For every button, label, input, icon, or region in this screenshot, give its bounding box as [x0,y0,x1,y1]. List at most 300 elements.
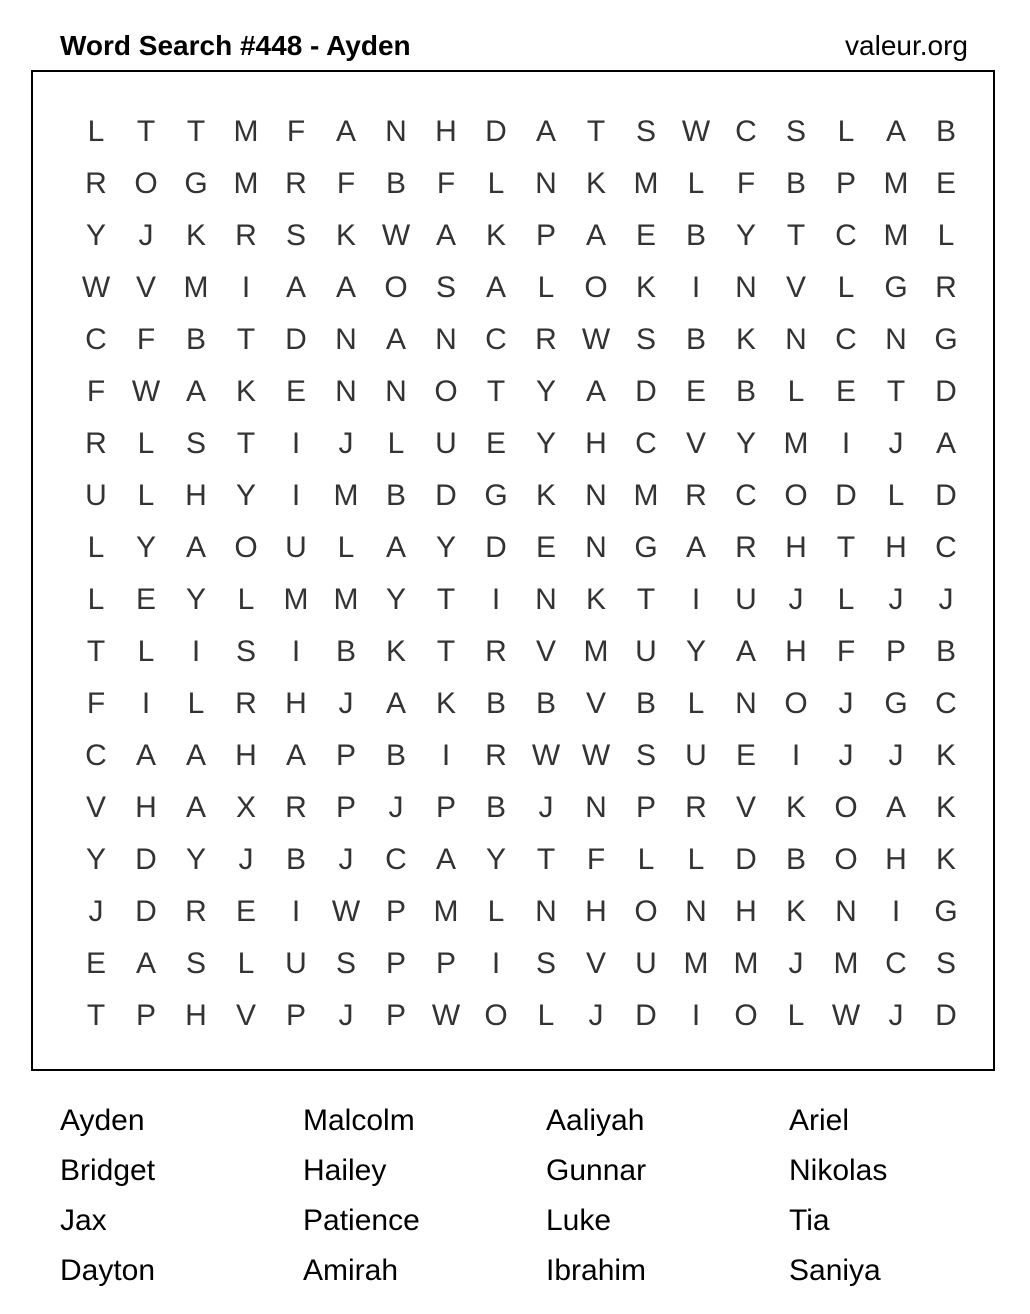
grid-letter: Y [185,583,206,616]
grid-letter: J [888,739,904,772]
grid-letter: K [735,323,756,356]
grid-letter: L [837,271,855,304]
grid-letter: Y [135,531,156,564]
grid-letter: P [535,219,556,252]
grid-letter: K [585,167,606,200]
grid-letter: V [85,791,106,824]
grid-letter: N [585,479,607,512]
grid-letter: U [635,635,657,668]
grid-letter: N [335,323,357,356]
puzzle-frame [31,70,995,1071]
grid-letter: H [885,843,907,876]
grid-letter: A [185,531,206,564]
site-name: valeur.org [845,30,968,61]
grid-letter: I [441,739,451,772]
grid-letter: V [685,427,706,460]
grid-letter: L [337,531,355,564]
grid-letter: L [537,271,555,304]
grid-letter: G [884,271,908,304]
grid-letter: Y [85,843,106,876]
grid-letter: B [635,687,656,720]
grid-letter: C [735,479,757,512]
grid-letter: P [835,167,856,200]
grid-letter: N [335,375,357,408]
grid-letter: E [85,947,106,980]
grid-letter: S [935,947,956,980]
grid-letter: D [285,323,307,356]
grid-letter: M [683,947,709,980]
grid-letter: N [785,323,807,356]
grid-letter: H [735,895,757,928]
grid-letter: D [635,375,657,408]
grid-letter: P [435,791,456,824]
grid-letter: D [135,843,157,876]
word-list-item: Dayton [60,1254,156,1287]
grid-letter: U [635,947,657,980]
grid-letter: K [435,687,456,720]
grid-letter: A [285,739,306,772]
grid-letter: I [491,583,501,616]
grid-letter: S [185,947,206,980]
grid-letter: U [735,583,757,616]
grid-letter: B [935,635,956,668]
grid-letter: B [535,687,556,720]
grid-letter: L [787,999,805,1032]
grid-letter: M [833,947,859,980]
grid-letter: M [633,479,659,512]
grid-letter: N [535,583,557,616]
grid-letter: L [87,531,105,564]
grid-letter: J [338,427,354,460]
grid-letter: B [685,323,706,356]
grid-letter: G [484,479,508,512]
puzzle-title: Word Search #448 - Ayden [60,30,411,61]
grid-letter: R [935,271,957,304]
grid-letter: N [435,323,457,356]
grid-letter: M [333,583,359,616]
grid-letter: J [838,687,854,720]
grid-letter: K [635,271,656,304]
grid-letter: C [85,323,107,356]
grid-letter: Y [435,531,456,564]
grid-letter: H [585,427,607,460]
grid-letter: B [385,167,406,200]
grid-letter: C [85,739,107,772]
word-list-item: Ariel [789,1104,850,1137]
grid-letter: G [884,687,908,720]
grid-letter: D [935,999,957,1032]
grid-letter: M [233,115,259,148]
grid-letter: N [735,271,757,304]
grid-letter: W [431,999,461,1032]
grid-letter: S [235,635,256,668]
grid-letter: I [691,999,701,1032]
grid-letter: A [335,271,356,304]
grid-letter: P [435,947,456,980]
grid-letter: L [387,427,405,460]
grid-letter: H [185,999,207,1032]
grid-letter: A [435,219,456,252]
grid-letter: T [236,323,256,356]
grid-letter: J [538,791,554,824]
grid-letter: J [938,583,954,616]
grid-letter: A [385,531,406,564]
grid-letter: N [385,375,407,408]
grid-letter: M [883,167,909,200]
grid-letter: P [335,791,356,824]
grid-letter: B [485,791,506,824]
grid-letter: B [285,843,306,876]
grid-letter: O [384,271,408,304]
grid-letter: V [785,271,806,304]
grid-letter: O [134,167,158,200]
grid-letter: J [338,687,354,720]
grid-letter: L [837,583,855,616]
grid-letter: K [935,843,956,876]
grid-letter: R [685,479,707,512]
grid-letter: Y [535,427,556,460]
grid-letter: V [135,271,156,304]
grid-letter: X [235,791,256,824]
grid-letter: C [385,843,407,876]
grid-letter: E [835,375,856,408]
grid-letter: P [385,947,406,980]
grid-letter: J [888,583,904,616]
grid-letter: P [285,999,306,1032]
grid-letter: A [185,739,206,772]
grid-letter: M [333,479,359,512]
word-list-item: Patience [303,1204,420,1237]
grid-letter: O [784,479,808,512]
grid-letter: I [841,427,851,460]
grid-letter: E [135,583,156,616]
grid-letter: H [185,479,207,512]
grid-letter: T [836,531,856,564]
grid-letter: W [831,999,861,1032]
word-list-item: Ibrahim [546,1254,647,1287]
grid-letter: V [535,635,556,668]
grid-letter: A [385,687,406,720]
grid-letter: L [787,375,805,408]
word-list-item: Tia [789,1204,830,1237]
grid-letter: U [285,531,307,564]
grid-letter: E [485,427,506,460]
grid-letter: P [385,999,406,1032]
grid-letter: C [735,115,757,148]
word-list-item: Saniya [789,1254,881,1287]
grid-letter: B [685,219,706,252]
grid-letter: I [291,427,301,460]
grid-letter: G [634,531,658,564]
grid-letter: F [86,687,106,720]
grid-letter: J [888,999,904,1032]
grid-letter: S [635,739,656,772]
grid-letter: R [235,687,257,720]
grid-letter: R [185,895,207,928]
grid-letter: B [785,843,806,876]
grid-letter: O [234,531,258,564]
grid-letter: K [385,635,406,668]
grid-letter: C [935,687,957,720]
grid-letter: F [836,635,856,668]
grid-letter: K [785,895,806,928]
grid-letter: N [685,895,707,928]
word-list-item: Gunnar [546,1154,647,1187]
grid-letter: P [335,739,356,772]
grid-letter: W [681,115,711,148]
grid-letter: J [588,999,604,1032]
grid-letter: R [535,323,557,356]
grid-letter: B [485,687,506,720]
grid-letter: C [935,531,957,564]
grid-letter: W [381,219,411,252]
grid-letter: F [136,323,156,356]
grid-letter: L [487,895,505,928]
grid-letter: M [433,895,459,928]
grid-letter: K [185,219,206,252]
grid-letter: E [935,167,956,200]
grid-letter: F [736,167,756,200]
grid-letter: D [435,479,457,512]
word-list-item: Luke [546,1204,612,1237]
grid-letter: T [186,115,206,148]
grid-letter: T [786,219,806,252]
grid-letter: A [135,739,156,772]
grid-letter: K [335,219,356,252]
grid-letter: H [235,739,257,772]
grid-letter: Y [735,427,756,460]
grid-letter: E [535,531,556,564]
grid-letter: R [735,531,757,564]
grid-letter: W [81,271,111,304]
grid-letter: H [785,635,807,668]
grid-letter: A [335,115,356,148]
grid-letter: N [585,791,607,824]
grid-letter: H [135,791,157,824]
grid-letter: I [241,271,251,304]
grid-letter: L [87,583,105,616]
grid-letter: M [183,271,209,304]
grid-letter: I [291,895,301,928]
grid-letter: N [535,167,557,200]
grid-letter: M [583,635,609,668]
grid-letter: A [735,635,756,668]
grid-letter: C [835,219,857,252]
grid-letter: R [85,167,107,200]
grid-letter: T [436,635,456,668]
grid-letter: K [785,791,806,824]
grid-letter: B [385,479,406,512]
grid-letter: R [285,167,307,200]
grid-letter: E [635,219,656,252]
grid-letter: S [435,271,456,304]
grid-letter: U [435,427,457,460]
grid-letter: Y [685,635,706,668]
grid-letter: O [634,895,658,928]
grid-letter: T [136,115,156,148]
grid-letter: J [338,999,354,1032]
word-list-item: Aaliyah [546,1104,645,1137]
grid-letter: L [687,687,705,720]
grid-letter: I [491,947,501,980]
grid-letter: S [335,947,356,980]
grid-letter: P [135,999,156,1032]
grid-letter: T [636,583,656,616]
grid-letter: A [885,115,906,148]
grid-letter: L [187,687,205,720]
grid-letter: B [735,375,756,408]
letter-grid [71,106,971,1042]
grid-letter: E [735,739,756,772]
grid-letter: L [687,167,705,200]
grid-letter: W [581,739,611,772]
grid-letter: L [837,115,855,148]
grid-letter: V [585,687,606,720]
grid-letter: L [637,843,655,876]
grid-letter: N [385,115,407,148]
grid-letter: F [586,843,606,876]
grid-letter: M [633,167,659,200]
grid-letter: I [791,739,801,772]
grid-letter: C [885,947,907,980]
grid-letter: K [235,375,256,408]
grid-letter: K [935,739,956,772]
grid-letter: W [581,323,611,356]
grid-letter: T [236,427,256,460]
grid-letter: L [237,947,255,980]
grid-letter: L [137,479,155,512]
grid-letter: V [585,947,606,980]
grid-letter: A [535,115,556,148]
grid-letter: Y [185,843,206,876]
grid-letter: T [586,115,606,148]
word-list-item: Malcolm [303,1104,415,1137]
grid-letter: F [286,115,306,148]
grid-letter: A [435,843,456,876]
grid-letter: L [687,843,705,876]
grid-letter: C [485,323,507,356]
word-list-item: Bridget [60,1154,156,1187]
grid-letter: N [835,895,857,928]
grid-letter: F [436,167,456,200]
grid-letter: H [585,895,607,928]
grid-letter: E [685,375,706,408]
grid-letter: W [131,375,161,408]
grid-letter: M [233,167,259,200]
grid-letter: V [235,999,256,1032]
grid-letter: W [531,739,561,772]
grid-letter: O [784,687,808,720]
grid-letter: L [537,999,555,1032]
grid-letter: E [285,375,306,408]
grid-letter: N [535,895,557,928]
grid-letter: F [86,375,106,408]
grid-letter: I [691,271,701,304]
word-list-item: Hailey [303,1154,387,1187]
grid-letter: Y [385,583,406,616]
grid-letter: I [141,687,151,720]
grid-letter: B [335,635,356,668]
word-list [60,1096,989,1296]
grid-letter: L [237,583,255,616]
grid-letter: M [883,219,909,252]
grid-letter: O [484,999,508,1032]
grid-letter: R [485,739,507,772]
word-list-item: Nikolas [789,1154,888,1187]
grid-letter: A [385,323,406,356]
grid-letter: P [385,895,406,928]
grid-letter: K [935,791,956,824]
grid-letter: L [137,635,155,668]
grid-letter: A [885,791,906,824]
grid-letter: O [434,375,458,408]
grid-letter: S [285,219,306,252]
grid-letter: Y [485,843,506,876]
grid-letter: H [885,531,907,564]
grid-letter: J [338,843,354,876]
grid-letter: T [486,375,506,408]
grid-letter: O [734,999,758,1032]
grid-letter: D [735,843,757,876]
grid-letter: P [885,635,906,668]
grid-letter: H [435,115,457,148]
grid-letter: A [585,219,606,252]
grid-letter: Y [235,479,256,512]
grid-letter: R [285,791,307,824]
grid-letter: A [135,947,156,980]
grid-letter: T [86,635,106,668]
grid-letter: I [291,479,301,512]
grid-letter: R [685,791,707,824]
grid-letter: A [285,271,306,304]
grid-letter: U [685,739,707,772]
grid-letter: J [888,427,904,460]
grid-letter: W [331,895,361,928]
grid-letter: J [788,947,804,980]
grid-letter: D [835,479,857,512]
grid-letter: D [935,479,957,512]
grid-letter: S [185,427,206,460]
grid-letter: G [934,895,958,928]
grid-letter: Y [85,219,106,252]
grid-letter: U [85,479,107,512]
grid-letter: N [885,323,907,356]
grid-letter: L [137,427,155,460]
grid-letter: K [585,583,606,616]
grid-letter: H [285,687,307,720]
grid-letter: A [935,427,956,460]
grid-letter: N [585,531,607,564]
grid-letter: K [485,219,506,252]
grid-letter: D [935,375,957,408]
grid-letter: M [283,583,309,616]
grid-letter: T [436,583,456,616]
grid-letter: L [937,219,955,252]
grid-letter: O [584,271,608,304]
grid-letter: I [291,635,301,668]
grid-letter: D [485,115,507,148]
grid-letter: R [85,427,107,460]
grid-letter: S [535,947,556,980]
grid-letter: F [336,167,356,200]
grid-letter: I [691,583,701,616]
grid-letter: N [735,687,757,720]
grid-letter: E [235,895,256,928]
grid-letter: L [887,479,905,512]
grid-letter: A [685,531,706,564]
grid-letter: B [185,323,206,356]
grid-letter: H [785,531,807,564]
